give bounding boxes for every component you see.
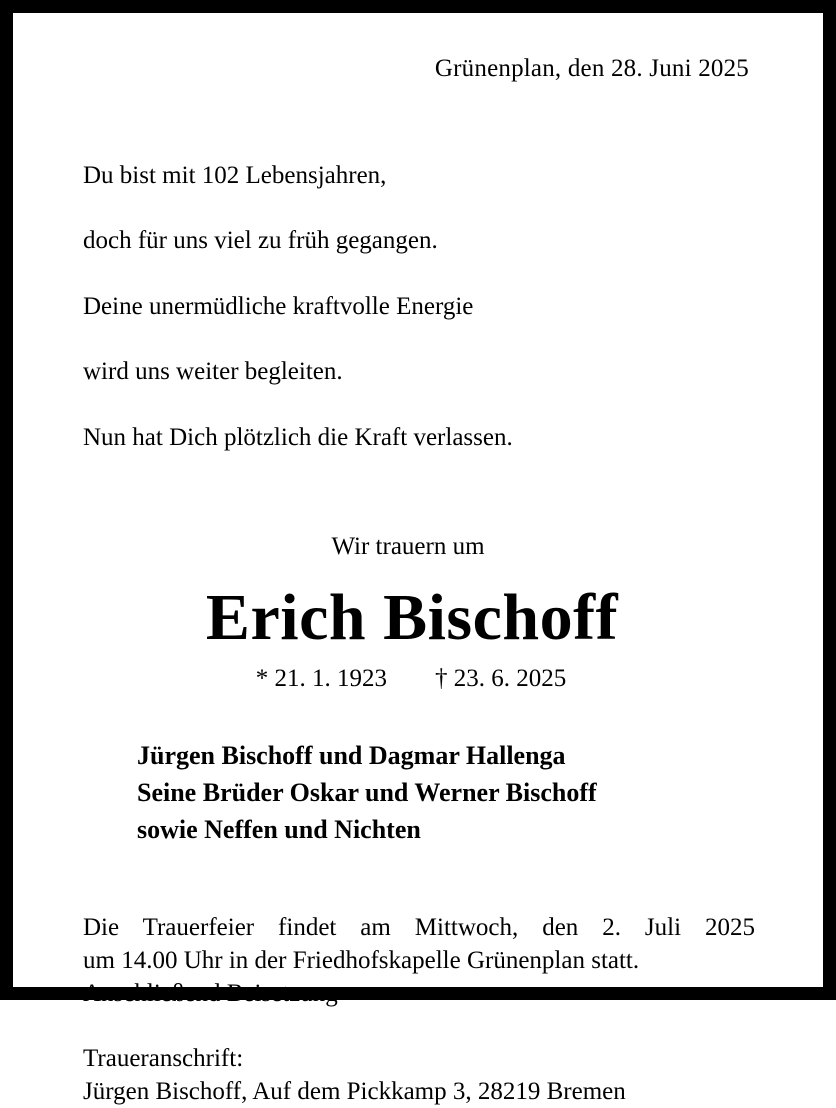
poem-line-5: Nun hat Dich plötzlich die Kraft verlassen.: [83, 423, 513, 451]
family-line-1: Jürgen Bischoff und Dagmar Hallenga: [137, 740, 566, 770]
funeral-line-2: um 14.00 Uhr in der Friedhofskapelle Grünenplan statt.: [83, 946, 640, 974]
life-dates: [83, 665, 763, 693]
birth-date: * 21. 1. 1923: [255, 664, 387, 692]
funeral-details: [83, 911, 763, 1010]
death-date: † 23. 6. 2025: [435, 664, 567, 692]
poem-line-2: doch für uns viel zu früh gegangen.: [83, 227, 438, 255]
deceased-name: Erich Bischoff: [205, 581, 619, 655]
condolence-address: [83, 1042, 763, 1108]
condolence-address-label: Traueranschrift:: [83, 1044, 244, 1072]
funeral-line-3: Anschließend Beisetzung: [83, 979, 338, 1007]
mourning-intro: Wir trauern um: [331, 533, 485, 561]
condolence-address-value: Jürgen Bischoff, Auf dem Pickkamp 3, 28219 Bremen: [83, 1077, 626, 1105]
poem-line-4: wird uns weiter begleiten.: [83, 358, 343, 386]
poem-line-1: Du bist mit 102 Lebensjahren,: [83, 161, 387, 189]
family-line-2: Seine Brüder Oskar und Werner Bischoff: [137, 777, 597, 807]
family-line-3: sowie Neffen und Nichten: [137, 815, 421, 845]
obituary-inner: [13, 13, 823, 1105]
memorial-poem: [83, 127, 763, 487]
surviving-family: [137, 737, 763, 849]
poem-line-3: Deine unermüdliche kraftvolle Energie: [83, 292, 474, 320]
funeral-line-1: Die Trauerfeier findet am Mittwoch, den 2. Juli 2025: [83, 913, 755, 941]
place-and-date: Grünenplan, den 28. Juni 2025: [434, 55, 749, 82]
